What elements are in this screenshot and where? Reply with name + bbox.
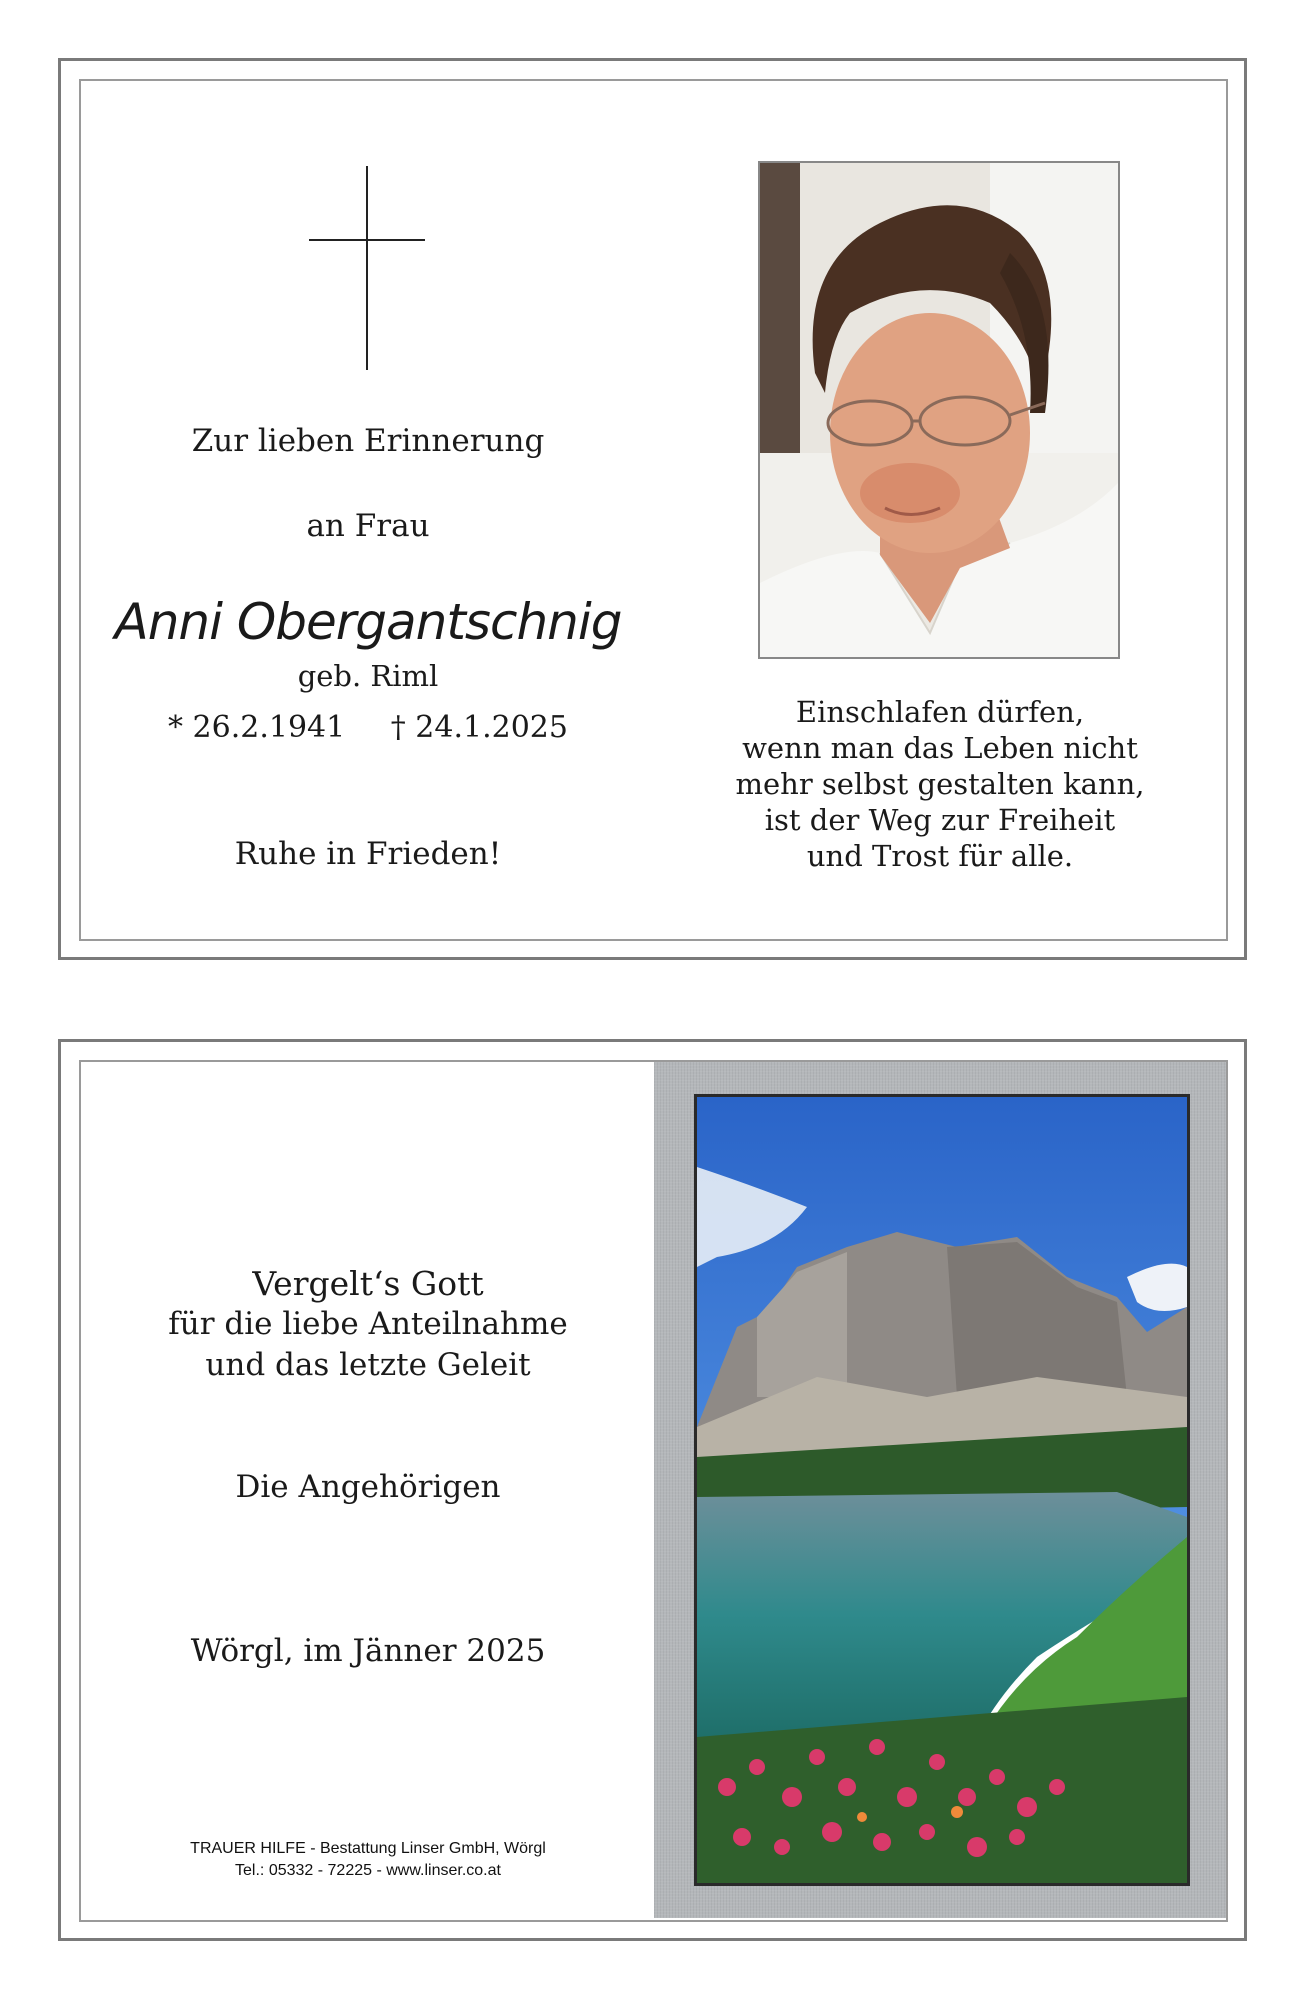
cross-icon-bar <box>309 239 425 241</box>
poem-line: wenn man das Leben nicht <box>742 731 1138 765</box>
poem-line: mehr selbst gestalten kann, <box>735 767 1145 801</box>
death-date: † 24.1.2025 <box>390 710 568 745</box>
birth-date: * 26.2.1941 <box>168 710 346 745</box>
deceased-name: Anni Obergantschnig <box>114 593 622 651</box>
thanks-title: Vergelt‘s Gott <box>252 1264 484 1303</box>
place-date: Wörgl, im Jänner 2025 <box>190 1633 546 1669</box>
maiden-name: geb. Riml <box>297 659 439 693</box>
poem <box>720 694 1160 874</box>
poem-line: und Trost für alle. <box>806 839 1074 873</box>
life-dates <box>134 710 602 745</box>
cross-icon <box>366 166 368 370</box>
funeral-home-name: TRAUER HILFE - Bestattung Linser GmbH, Wörgl <box>190 1840 546 1857</box>
thanks-line: und das letzte Geleit <box>205 1347 531 1383</box>
portrait-photo <box>758 161 1120 659</box>
thanks-line: für die liebe Anteilnahme <box>168 1306 568 1342</box>
poem-line: ist der Weg zur Freiheit <box>764 803 1116 837</box>
salutation: an Frau <box>306 508 430 544</box>
funeral-home-contact: Tel.: 05332 - 72225 - www.linser.co.at <box>235 1862 501 1879</box>
mountain-lake-picture <box>694 1094 1190 1886</box>
closing-line: Ruhe in Frieden! <box>234 836 502 872</box>
relatives: Die Angehörigen <box>235 1469 501 1505</box>
poem-line: Einschlafen dürfen, <box>795 695 1085 729</box>
memorial-intro: Zur lieben Erinnerung <box>191 423 545 459</box>
